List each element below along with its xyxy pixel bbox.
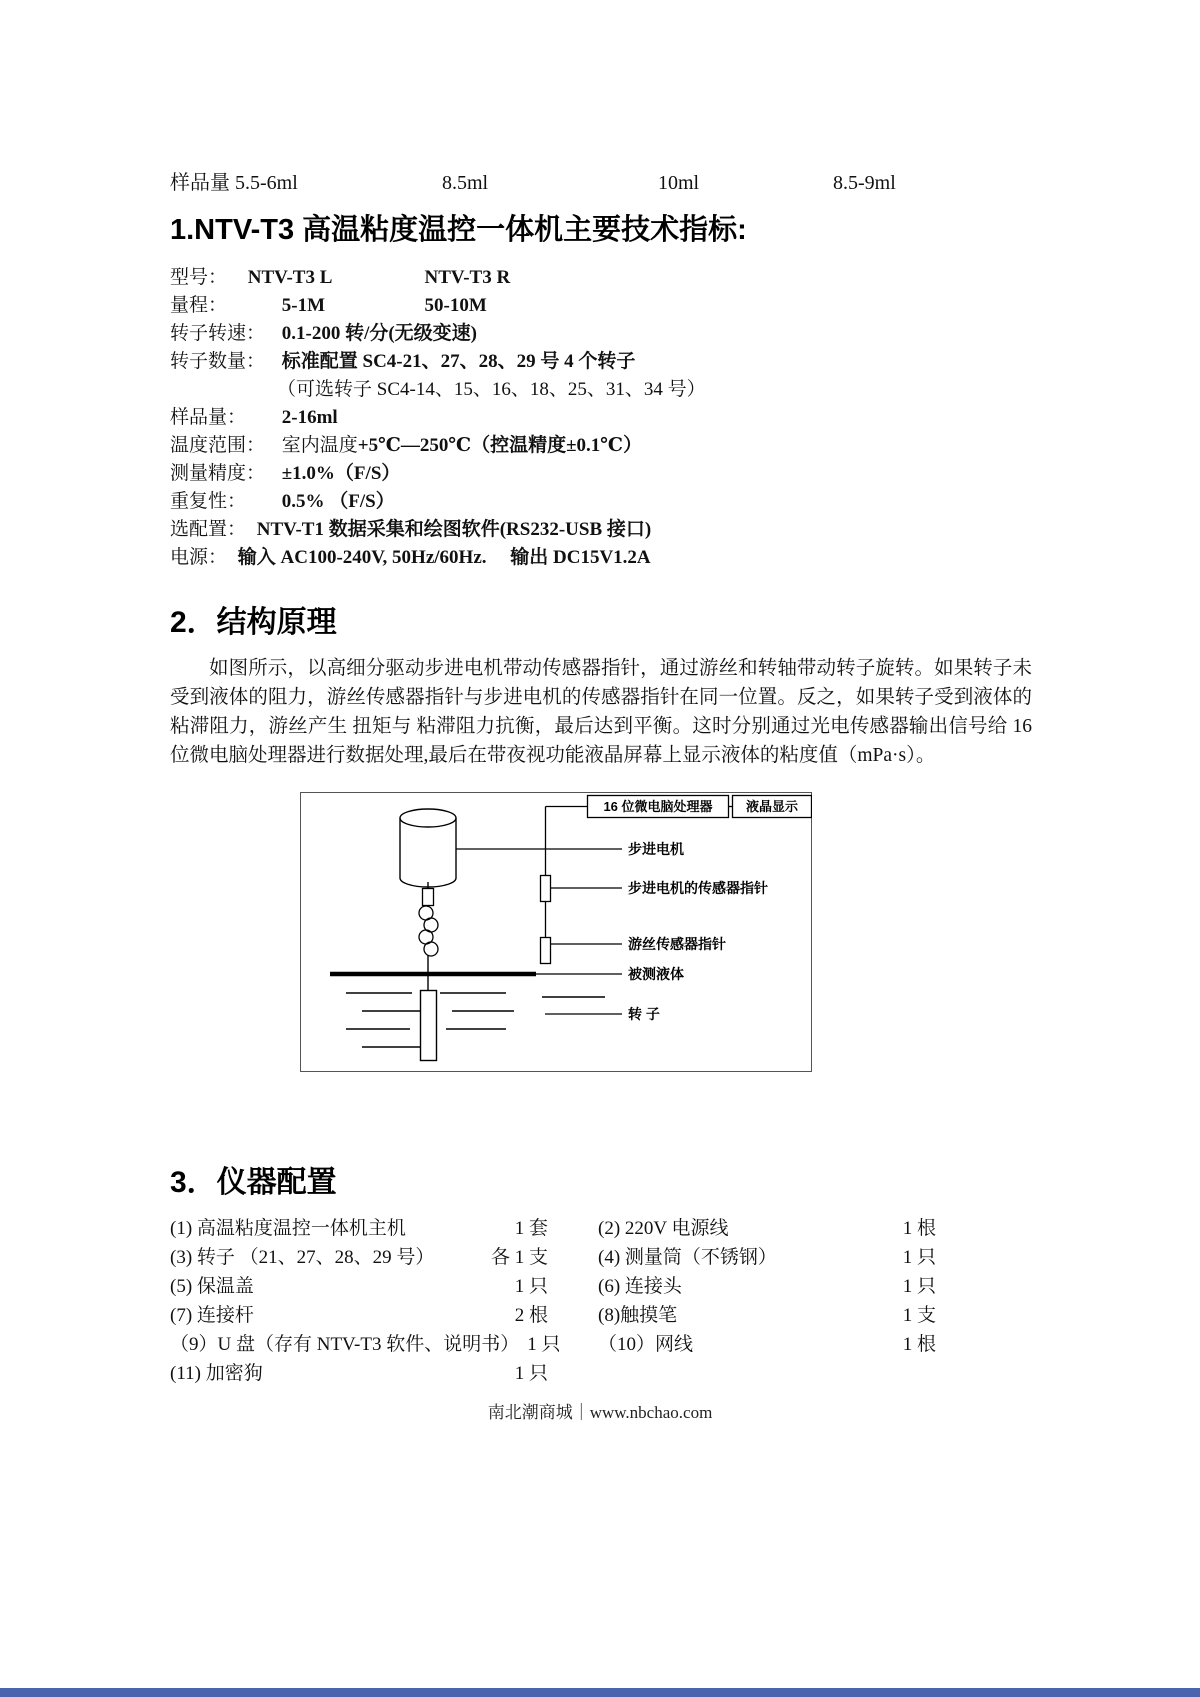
equipment-row-2 <box>170 1243 1030 1272</box>
liquid-shape <box>330 974 605 1047</box>
spec-row-sample <box>170 404 1030 432</box>
spec-row-rotors <box>170 348 1030 376</box>
motor-sensor-pointer-shape <box>541 876 551 902</box>
footer-site-link[interactable]: 南北潮商城｜www.nbchao.com <box>487 1403 713 1422</box>
item-qty: 2 根 <box>514 1305 548 1326</box>
item-name: (5) 保温盖 <box>170 1276 254 1297</box>
equipment-item <box>598 1330 936 1359</box>
processor-lcd-boxes <box>588 796 812 818</box>
bottom-blue-bar <box>0 1688 1200 1697</box>
page-footer <box>170 1398 1030 1423</box>
spec-label-temp: 温度范围： <box>170 435 266 456</box>
spec-label-sample: 样品量： <box>170 407 247 428</box>
spec-value-range-r: 50-10M <box>424 295 487 316</box>
label-rotor: 转 子 <box>628 1006 660 1022</box>
spec-label-model: 型号： <box>170 267 228 288</box>
processor-label: 16 位微电脑处理器 <box>603 799 713 814</box>
stepper-motor-shape <box>400 809 456 887</box>
spec-row-power <box>170 544 1030 572</box>
spec-value-sample: 2-16ml <box>281 407 338 428</box>
item-name: (1) 高温粘度温控一体机主机 <box>170 1218 406 1239</box>
spec-label-accuracy: 测量精度： <box>170 463 266 484</box>
spec-row-temp <box>170 432 1030 460</box>
spec-value-optional: NTV-T1 数据采集和绘图软件(RS232-USB 接口) <box>256 519 652 540</box>
equipment-item <box>170 1359 548 1388</box>
equipment-item <box>598 1243 936 1272</box>
spec-value-repeat: 0.5% （F/S） <box>281 491 395 512</box>
spec-value-temp-pre: 室内温度 <box>281 435 358 456</box>
equipment-row-5 <box>170 1330 1030 1359</box>
spec-value-speed: 0.1-200 转/分(无级变速) <box>281 323 478 344</box>
spec-value-range-l: 5-1M <box>281 295 326 316</box>
spec-value-temp: +5℃—250℃（控温精度±0.1℃） <box>357 435 643 456</box>
section2-title: 2．结构原理 <box>170 606 337 639</box>
item-qty: 1 支 <box>902 1305 936 1326</box>
spec-value-accuracy: ±1.0%（F/S） <box>281 463 401 484</box>
structure-diagram-svg <box>300 792 812 1072</box>
structure-paragraph: 如图所示，以高细分驱动步进电机带动传感器指针，通过游丝和转轴带动转子旋转。如果转子未受到液体的阻力，游丝传感器指针与步进电机的传感器指针在同一位置。反之，如果转子受到液体的粘滞阻力，游丝产生 扭矩与 粘滞阻力抗衡，最后达到平衡。这时分别通过光电传感器输出信号给 16 位微电脑处理器进行数据处理,最后在带夜视功能液晶屏幕上显示液体的粘度值（mPa·s）。 <box>170 658 1032 766</box>
spec-row-optional <box>170 516 1030 544</box>
spec-value-model-r: NTV-T3 R <box>424 267 511 288</box>
equipment-item <box>598 1301 936 1330</box>
spec-value-power: 输入 AC100-240V, 50Hz/60Hz. 输出 DC15V1.2A <box>237 547 651 568</box>
item-name: (6) 连接头 <box>598 1276 682 1297</box>
spec-label-optional: 选配置： <box>170 519 247 540</box>
sample-volume-col2: 8.5ml <box>442 172 489 194</box>
item-qty: 1 只 <box>527 1334 561 1355</box>
label-stepper-motor: 步进电机 <box>628 841 684 857</box>
equipment-item <box>170 1301 548 1330</box>
label-motor-sensor-pointer: 步进电机的传感器指针 <box>628 880 768 896</box>
label-measured-liquid: 被测液体 <box>628 966 684 982</box>
sample-volume-col4: 8.5-9ml <box>833 172 896 194</box>
sample-volume-row <box>170 170 1030 196</box>
section1-title: 1.NTV-T3 高温粘度温控一体机主要技术指标: <box>170 214 747 246</box>
equipment-item <box>598 1214 936 1243</box>
item-name: (11) 加密狗 <box>170 1363 263 1384</box>
sample-volume-col1: 样品量 5.5-6ml <box>170 172 298 194</box>
item-qty: 1 只 <box>902 1276 936 1297</box>
item-name: （9）U 盘（存有 NTV-T3 软件、说明书） <box>170 1334 520 1355</box>
equipment-item <box>598 1272 936 1301</box>
shaft-pointer-shape <box>423 889 434 906</box>
spec-list <box>170 264 1030 572</box>
item-qty: 1 只 <box>514 1276 548 1297</box>
equipment-row-3 <box>170 1272 1030 1301</box>
spec-row-accuracy <box>170 460 1030 488</box>
item-name: (8)触摸笔 <box>598 1305 678 1326</box>
item-qty <box>928 1359 936 1388</box>
spec-row-range <box>170 292 1030 320</box>
item-qty: 各 1 支 <box>490 1247 548 1268</box>
sensor-wiring <box>546 807 588 964</box>
spec-label-speed: 转子转速： <box>170 323 266 344</box>
label-hairspring-sensor-pointer: 游丝传感器指针 <box>628 936 726 952</box>
item-name: (4) 测量筒（不锈钢） <box>598 1247 777 1268</box>
item-qty: 1 只 <box>514 1363 548 1384</box>
equipment-row-6 <box>170 1359 1030 1388</box>
structure-diagram <box>300 792 812 1072</box>
equipment-item <box>170 1330 561 1359</box>
lcd-label: 液晶显示 <box>745 799 799 814</box>
spec-row-rotors-alt <box>170 376 1030 404</box>
spec-label-power: 电源： <box>170 547 228 568</box>
item-qty: 1 只 <box>902 1247 936 1268</box>
equipment-item <box>598 1359 936 1388</box>
spec-value-model-l: NTV-T3 L <box>247 267 333 288</box>
equipment-row-1 <box>170 1214 1030 1243</box>
label-connectors <box>456 849 622 1014</box>
item-name: （10）网线 <box>598 1334 694 1355</box>
spec-row-speed <box>170 320 1030 348</box>
spec-row-model <box>170 264 1030 292</box>
item-qty: 1 套 <box>514 1218 548 1239</box>
spec-label-range: 量程： <box>170 295 228 316</box>
spec-label-rotors: 转子数量： <box>170 351 266 372</box>
spec-value-rotors-alt: （可选转子 SC4-14、15、16、18、25、31、34 号） <box>277 379 706 400</box>
equipment-item <box>170 1214 548 1243</box>
item-qty: 1 根 <box>902 1334 936 1355</box>
section3-title: 3．仪器配置 <box>170 1166 337 1199</box>
item-name: (7) 连接杆 <box>170 1305 254 1326</box>
equipment-item <box>170 1272 548 1301</box>
item-name: (3) 转子 （21、27、28、29 号） <box>170 1247 435 1268</box>
spec-label-repeat: 重复性： <box>170 491 247 512</box>
item-name: (2) 220V 电源线 <box>598 1218 729 1239</box>
spec-row-repeat <box>170 488 1030 516</box>
item-qty: 1 根 <box>902 1218 936 1239</box>
sample-volume-col3: 10ml <box>658 172 700 194</box>
equipment-list <box>170 1214 1030 1388</box>
equipment-row-4 <box>170 1301 1030 1330</box>
rotor-shape <box>421 991 437 1061</box>
equipment-item <box>170 1243 548 1272</box>
spec-value-rotors: 标准配置 SC4-21、27、28、29 号 4 个转子 <box>281 351 636 372</box>
hairspring-sensor-pointer-shape <box>541 938 551 964</box>
